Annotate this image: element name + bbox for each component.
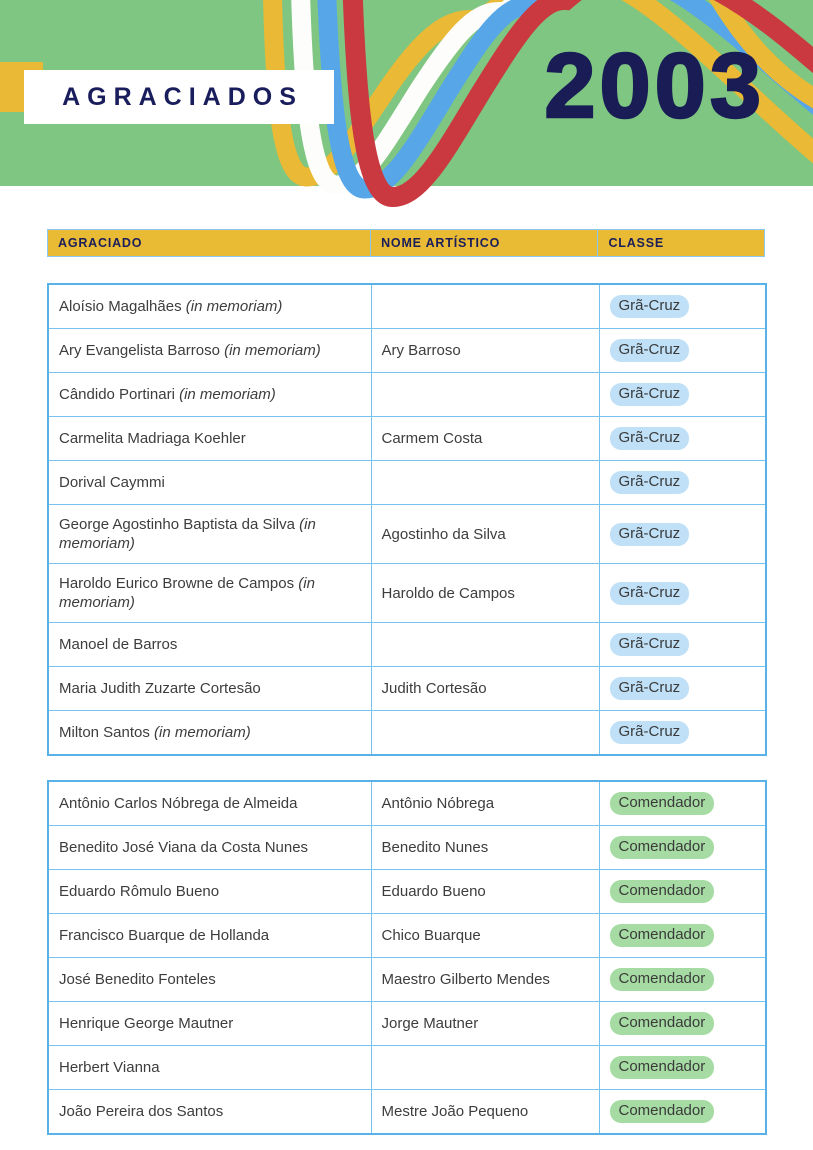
class-cell [599,373,766,417]
in-memoriam-label: (in memoriam) [179,386,276,403]
table-row [48,329,766,373]
artistic-name-cell: Jorge Mautner [371,1002,599,1046]
class-cell [599,1090,766,1135]
class-badge: Comendador [610,792,715,815]
table-row [48,623,766,667]
artistic-name-cell [371,623,599,667]
class-badge: Comendador [610,880,715,903]
class-cell [599,914,766,958]
class-cell [599,667,766,711]
table-row [48,417,766,461]
table-row [48,373,766,417]
honoree-name-cell: Benedito José Viana da Costa Nunes [48,826,371,870]
hero-banner [0,0,813,210]
honoree-name-cell: Haroldo Eurico Browne de Campos (in memoriam) [48,564,371,623]
artistic-name-cell: Antônio Nóbrega [371,781,599,826]
column-header-agraciado: AGRACIADO [58,236,143,250]
class-cell [599,826,766,870]
class-cell [599,711,766,756]
class-badge: Comendador [610,1012,715,1035]
table-row [48,1002,766,1046]
class-cell [599,870,766,914]
class-cell [599,1002,766,1046]
honoree-name-cell: José Benedito Fonteles [48,958,371,1002]
table-row [48,711,766,756]
artistic-name-cell [371,284,599,329]
class-badge: Comendador [610,1056,715,1079]
artistic-name-cell: Carmem Costa [371,417,599,461]
honoree-name-cell: João Pereira dos Santos [48,1090,371,1135]
honorees-table [47,780,767,1135]
honoree-name-cell: Aloísio Magalhães (in memoriam) [48,284,371,329]
class-badge: Grã-Cruz [610,295,690,318]
artistic-name-cell: Chico Buarque [371,914,599,958]
artistic-name-cell: Mestre João Pequeno [371,1090,599,1135]
table-row [48,564,766,623]
table-row [48,505,766,564]
class-cell [599,623,766,667]
table-row [48,914,766,958]
honoree-groups [47,283,765,1135]
class-cell [599,781,766,826]
year-heading: 2003 [544,35,765,137]
class-badge: Grã-Cruz [610,721,690,744]
in-memoriam-label: (in memoriam) [59,575,315,611]
class-cell [599,284,766,329]
honoree-name-cell: Ary Evangelista Barroso (in memoriam) [48,329,371,373]
class-cell [599,958,766,1002]
artistic-name-cell [371,373,599,417]
table-header-bar [47,229,765,257]
column-header-nome-artistico: NOME ARTÍSTICO [370,230,597,256]
artistic-name-cell [371,711,599,756]
artistic-name-cell: Agostinho da Silva [371,505,599,564]
page-title: AGRACIADOS [62,82,303,111]
class-badge: Comendador [610,924,715,947]
class-badge: Grã-Cruz [610,582,690,605]
column-header-classe: CLASSE [597,230,764,256]
honoree-name-cell: George Agostinho Baptista da Silva (in memoriam) [48,505,371,564]
honoree-name-cell: Manoel de Barros [48,623,371,667]
class-badge: Grã-Cruz [610,677,690,700]
class-cell [599,461,766,505]
honoree-name-cell: Herbert Vianna [48,1046,371,1090]
artistic-name-cell: Eduardo Bueno [371,870,599,914]
title-box [24,70,334,124]
class-cell [599,564,766,623]
table-row [48,1046,766,1090]
in-memoriam-label: (in memoriam) [185,298,283,315]
class-badge: Grã-Cruz [610,339,690,362]
honoree-name-cell: Francisco Buarque de Hollanda [48,914,371,958]
class-badge: Grã-Cruz [610,523,690,546]
table-row [48,461,766,505]
honoree-name-cell: Milton Santos (in memoriam) [48,711,371,756]
honoree-name-cell: Cândido Portinari (in memoriam) [48,373,371,417]
artistic-name-cell: Ary Barroso [371,329,599,373]
honorees-table [47,283,767,756]
artistic-name-cell [371,1046,599,1090]
in-memoriam-label: (in memoriam) [224,342,321,359]
artistic-name-cell: Benedito Nunes [371,826,599,870]
artistic-name-cell: Haroldo de Campos [371,564,599,623]
class-badge: Comendador [610,1100,715,1123]
honorees-content [47,229,765,1150]
class-badge: Grã-Cruz [610,471,690,494]
in-memoriam-label: (in memoriam) [59,516,316,552]
honoree-name-cell: Maria Judith Zuzarte Cortesão [48,667,371,711]
class-cell [599,1046,766,1090]
honoree-name-cell: Antônio Carlos Nóbrega de Almeida [48,781,371,826]
honoree-name-cell: Eduardo Rômulo Bueno [48,870,371,914]
honoree-name-cell: Dorival Caymmi [48,461,371,505]
artistic-name-cell: Maestro Gilberto Mendes [371,958,599,1002]
table-row [48,284,766,329]
table-row [48,870,766,914]
artistic-name-cell: Judith Cortesão [371,667,599,711]
table-row [48,958,766,1002]
table-row [48,781,766,826]
in-memoriam-label: (in memoriam) [154,724,251,741]
honoree-name-cell: Carmelita Madriaga Koehler [48,417,371,461]
artistic-name-cell [371,461,599,505]
honoree-name-cell: Henrique George Mautner [48,1002,371,1046]
table-row [48,1090,766,1135]
class-cell [599,417,766,461]
class-badge: Grã-Cruz [610,633,690,656]
table-row [48,667,766,711]
class-badge: Comendador [610,836,715,859]
table-row [48,826,766,870]
class-cell [599,505,766,564]
class-badge: Grã-Cruz [610,383,690,406]
class-cell [599,329,766,373]
class-badge: Grã-Cruz [610,427,690,450]
class-badge: Comendador [610,968,715,991]
